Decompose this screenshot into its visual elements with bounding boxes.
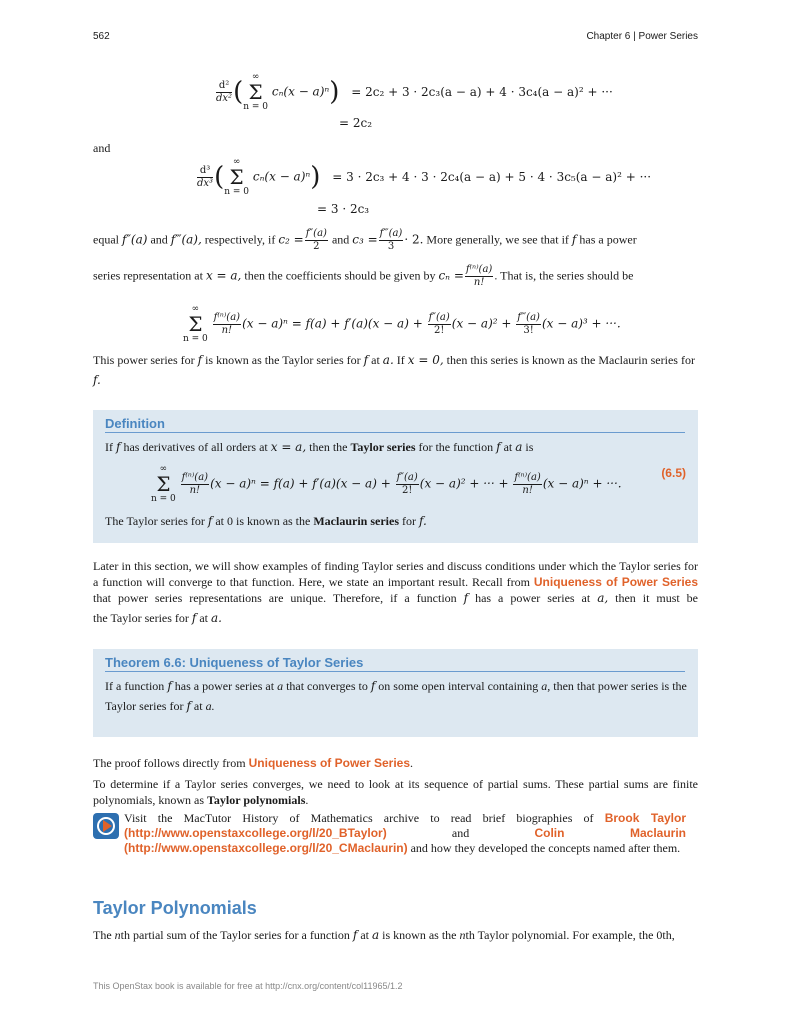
paragraph-coefficients-line2: series representation at x = a, then the coefficients should be given by cₙ = $\frac{\text{f⁽ⁿ⁾(a)}}{n!}$ . That is, the series should be: [93, 264, 634, 288]
paragraph-taylor-definition-intro: This power series for f is known as the Taylor series for f at a. If x = 0, then this series is known as the Maclaurin series for f.: [93, 353, 695, 387]
link-uniqueness-of-power-series-2[interactable]: Uniqueness of Power Series: [248, 756, 411, 770]
eq2-rhs1: = 3 · 2c₃ + 4 · 3 · 2c₄(a − a) + 5 · 4 · 3c₅(a − a)² + ···: [332, 169, 652, 184]
eq2-term: cₙ(x − a)ⁿ: [252, 169, 311, 184]
eq2-rhs2: = 3 · 2c₃: [317, 202, 370, 216]
paragraph-proof: The proof follows directly from Uniqueness of Power Series.: [93, 756, 414, 770]
link-colin-maclaurin[interactable]: Colin Maclaurin (http://www.openstaxcollege.org/l/20_CMaclaurin): [124, 826, 686, 855]
page-number: 562: [93, 31, 110, 42]
equation-number: (6.5): [661, 466, 686, 480]
equation-taylor-series: ∞ Σ n = 0 $\frac{\text{f⁽ⁿ⁾(a)}}{n!}$ (x − a)ⁿ = f(a) + f′(a)(x − a) + $\frac{f''(a)}{2!}$ (x − a)² + $\frac{f‴(a)}{3!}$ (x − a)³ + ···.: [183, 304, 621, 344]
definition-maclaurin: The Taylor series for f at 0 is known as the Maclaurin series for f.: [105, 514, 427, 528]
paragraph-coefficients-line1: equal f″(a) and f‴(a), respectively, if c₂ = $\frac{f''(a)}{2}$ and c₃ = $\frac{f‴(a)}{3}$ · 2. More generally, we see that if f has a power: [93, 228, 637, 252]
definition-box: [93, 410, 698, 543]
definition-title: Definition: [105, 416, 685, 433]
callout-mactutor: Visit the MacTutor History of Mathematics archive to read brief biographies of Brook Taylor (http://www.openstaxcollege.org/l/20_BTaylor) and Colin Maclaurin (http://www.openstaxcollege.org/l/20_CMaclaurin) and how they developed the concepts named after them.: [124, 811, 687, 855]
equation-second-derivative: $\frac{\text{d²}}{\text{dx²}}$ ( ∞ Σ n = 0 cₙ(x − a)ⁿ) = 2c₂ + 3 · 2c₃(a − a) + 4 · 3c₄(a − a)² + ···: [216, 72, 613, 112]
link-uniqueness-of-power-series[interactable]: Uniqueness of Power Series: [533, 575, 699, 589]
theorem-title: Theorem 6.6: Uniqueness of Taylor Series: [105, 655, 685, 672]
theorem-text: If a function f has a power series at a that converges to f on some open interval containing a, then that power series is the Taylor series for f at a.: [105, 679, 687, 713]
paragraph-nth-taylor-polynomial: The nth partial sum of the Taylor series for a function f at a is known as the nth Taylor polynomial. For example, the 0th,: [93, 928, 675, 942]
paragraph-uniqueness-intro: Later in this section, we will show examples of finding Taylor series and discuss conditions under which the Taylor series for a function will converge to that function. Here, we state an important result. Recall from Uniqueness of Power Series that power series representations are unique. Therefore, if a function f has a power series at a, then it must be the Taylor series for f at a.: [93, 559, 699, 625]
word-and: and: [93, 141, 111, 155]
eq1-rhs2: = 2c₂: [339, 116, 373, 130]
media-play-icon: [93, 813, 119, 839]
theorem-box: [93, 649, 698, 737]
paragraph-taylor-polynomials-intro: To determine if a Taylor series converges, we need to look at its sequence of partial sums. These partial sums are finite polynomials, known as Taylor polynomials.: [93, 777, 698, 807]
definition-equation: ∞ Σ n = 0 $\frac{\text{f⁽ⁿ⁾(a)}}{n!}$ (x − a)ⁿ = f(a) + f′(a)(x − a) + $\frac{f''(a)}{2!}$ (x − a)² + ··· + $\frac{\text{f⁽ⁿ⁾(a)}}{n!}$ (x − a)ⁿ + ···.: [151, 464, 622, 504]
eq1-term: cₙ(x − a)ⁿ: [271, 84, 330, 99]
link-brook-taylor[interactable]: Brook Taylor (http://www.openstaxcollege.org/l/20_BTaylor): [124, 811, 687, 840]
section-title-taylor-polynomials: Taylor Polynomials: [93, 898, 257, 918]
footer-notice: This OpenStax book is available for free at http://cnx.org/content/col11965/1.2: [93, 981, 403, 991]
chapter-header: Chapter 6 | Power Series: [586, 31, 698, 42]
definition-text: If f has derivatives of all orders at x = a, then the Taylor series for the function f at a is: [105, 440, 534, 454]
equation-third-derivative: $\frac{\text{d³}}{\text{dx³}}$ ( ∞ Σ n = 0 cₙ(x − a)ⁿ) = 3 · 2c₃ + 4 · 3 · 2c₄(a − a) + 5 · 4 · 3c₅(a − a)² + ···: [197, 157, 652, 197]
eq1-rhs1: = 2c₂ + 3 · 2c₃(a − a) + 4 · 3c₄(a − a)² + ···: [351, 84, 613, 99]
